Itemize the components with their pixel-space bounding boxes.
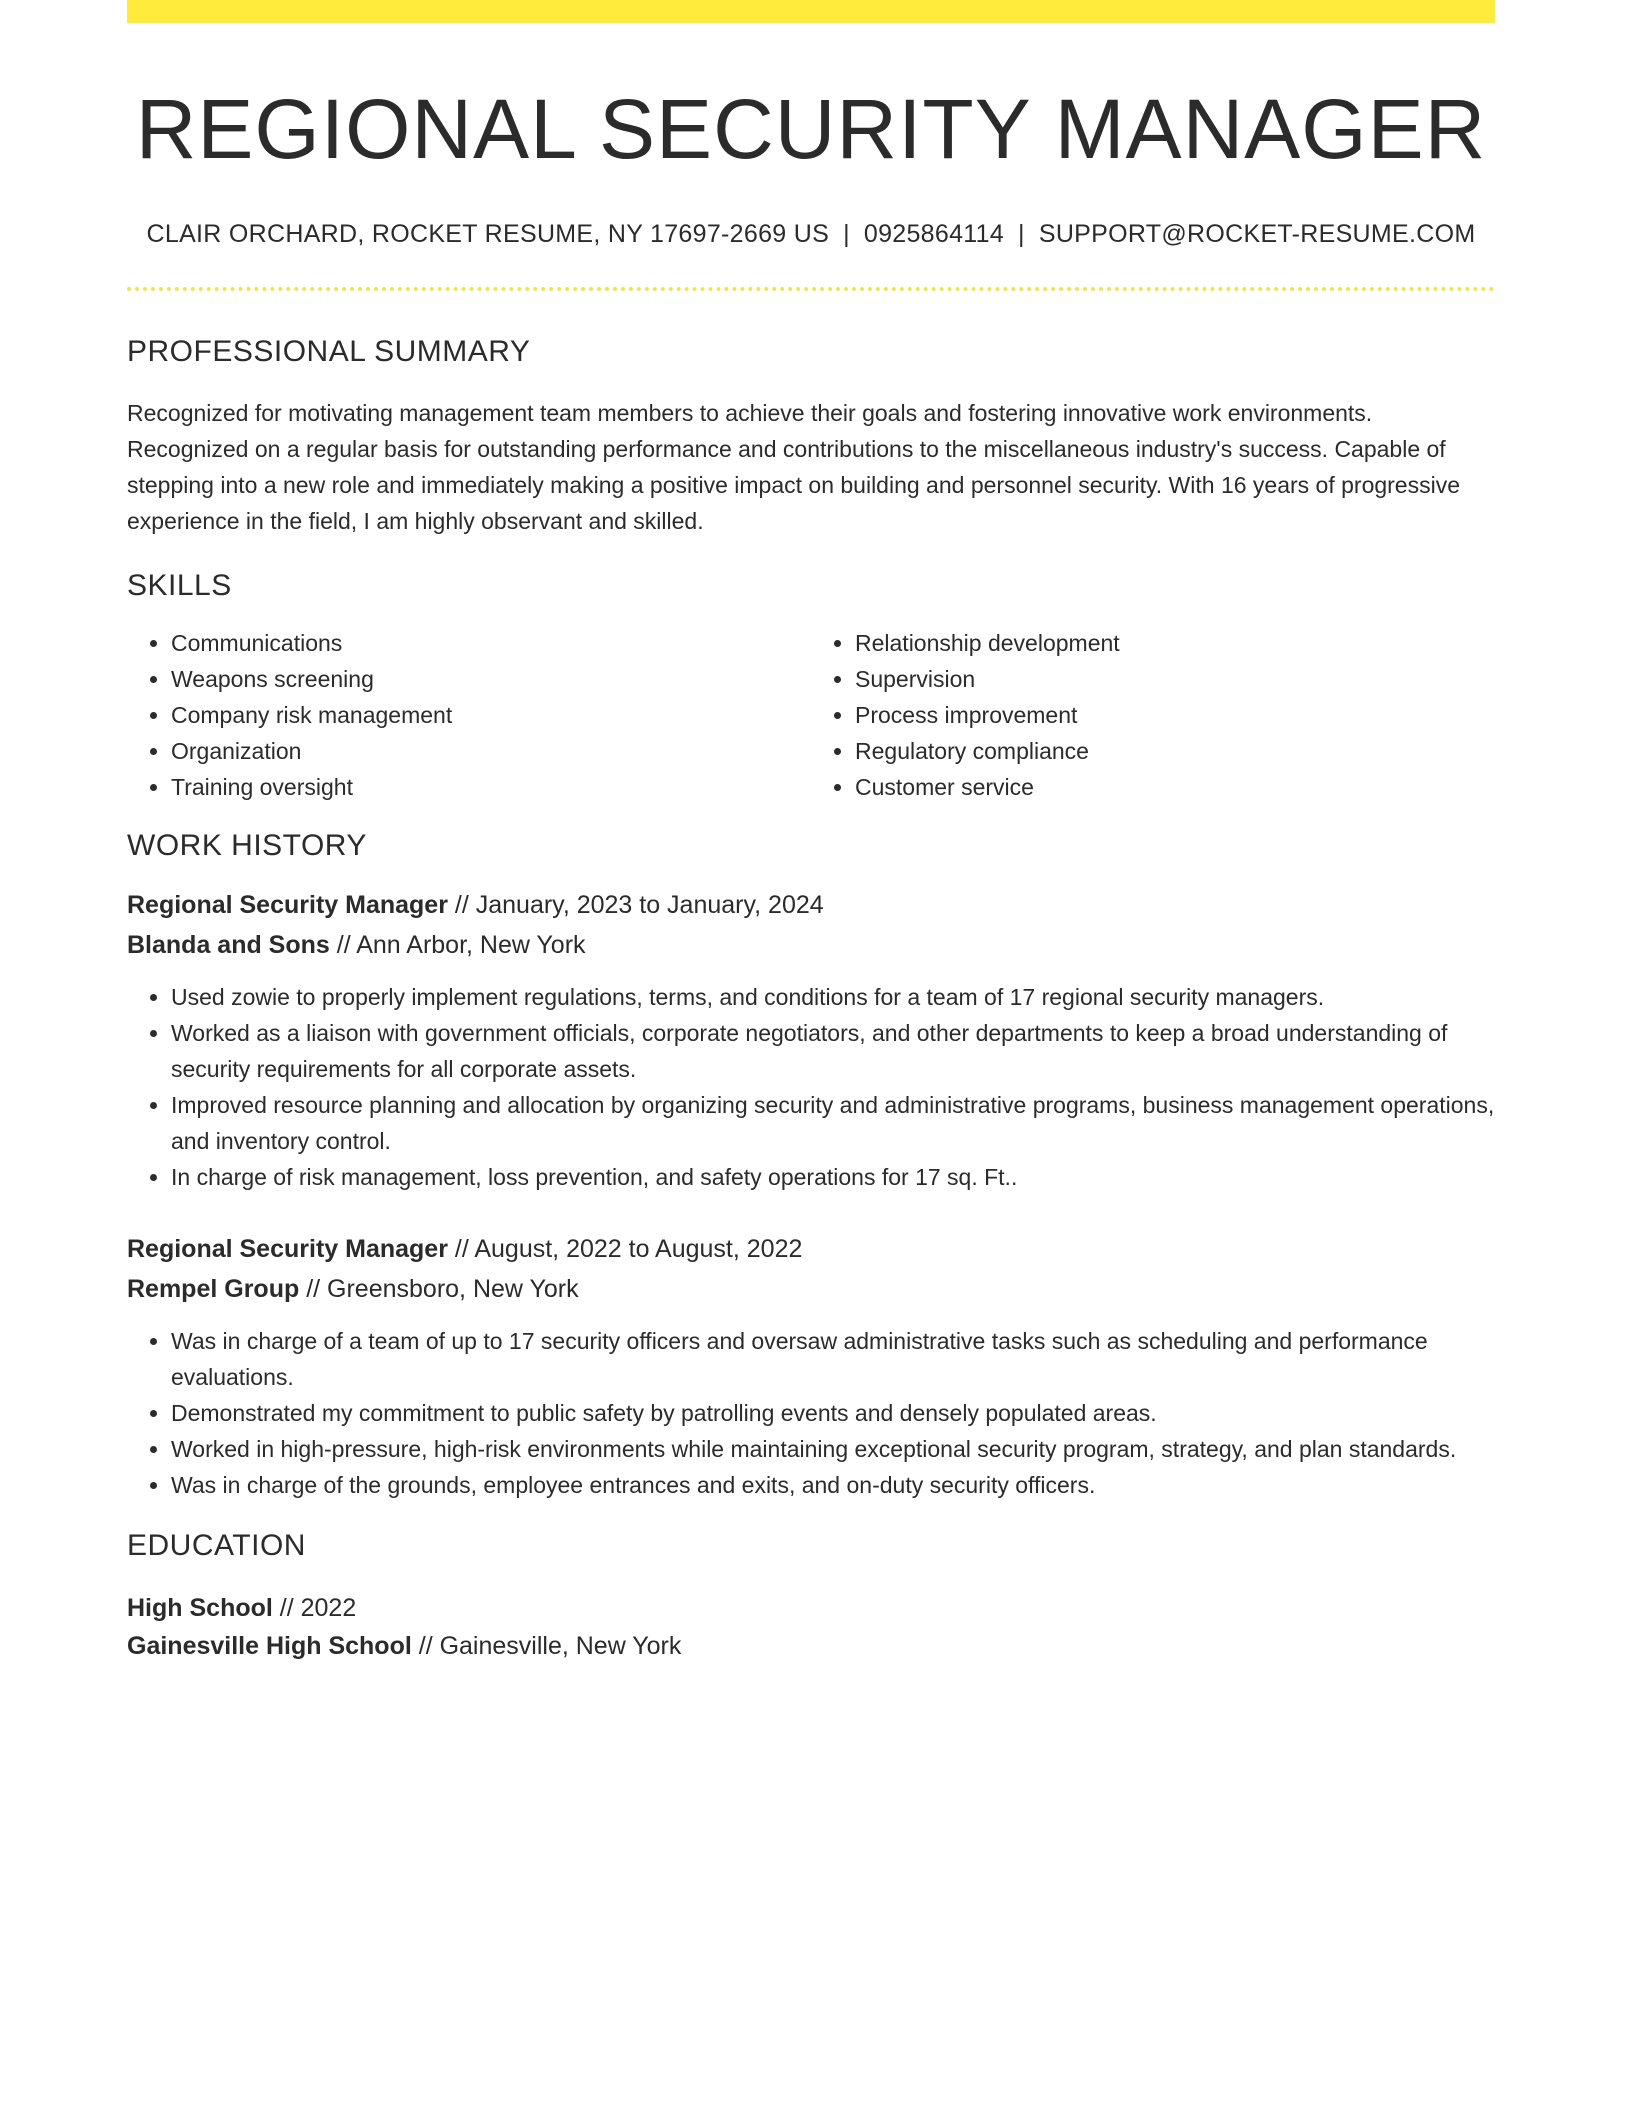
skill-item: • Regulatory compliance: [855, 733, 1495, 769]
skill-item: • Customer service: [855, 769, 1495, 805]
job-company: Rempel Group: [127, 1274, 300, 1303]
education-heading: EDUCATION: [127, 1528, 306, 1562]
education-degree-line: [127, 1589, 1495, 1627]
job-title-line: [127, 1229, 1495, 1269]
job-bullet: • In charge of risk management, loss prevention, and safety operations for 17 sq. Ft..: [171, 1159, 1495, 1195]
job-company: Blanda and Sons: [127, 930, 330, 959]
education-degree: High School: [127, 1593, 273, 1622]
skill-item: • Communications: [171, 625, 811, 661]
summary-text: Recognized for motivating management team members to achieve their goals and fostering innovative work environments. Recognized on a regular basis for outstanding performance and contributions to the miscellaneous industry's success. Capable of stepping into a new role and immediately making a positive impact on building and personnel security. With 16 years of progressive experience in the field, I am highly observant and skilled.: [127, 399, 1461, 534]
skill-item: • Relationship development: [855, 625, 1495, 661]
skill-item: • Supervision: [855, 661, 1495, 697]
contact-line: [127, 220, 1495, 249]
contact-address: CLAIR ORCHARD, ROCKET RESUME, NY 17697-2669 US: [146, 219, 830, 248]
skill-item: • Training oversight: [171, 769, 811, 805]
accent-top-bar: [127, 0, 1495, 23]
resume-title: REGIONAL SECURITY MANAGER: [135, 82, 1487, 176]
education-year: // 2022: [279, 1593, 357, 1622]
job-bullets: [127, 1323, 1495, 1503]
skill-item: • Process improvement: [855, 697, 1495, 733]
job-bullet: • Used zowie to properly implement regulations, terms, and conditions for a team of 17 regional security managers.: [171, 979, 1495, 1015]
contact-separator: |: [843, 219, 850, 248]
skills-heading: SKILLS: [127, 568, 232, 602]
summary-heading: PROFESSIONAL SUMMARY: [127, 334, 531, 368]
education-location: // Gainesville, New York: [418, 1631, 682, 1660]
job-company-line: [127, 1269, 1495, 1309]
job-location: // Ann Arbor, New York: [336, 930, 586, 959]
skills-right-column: [811, 625, 1495, 805]
skill-item: • Company risk management: [171, 697, 811, 733]
resume-page: [127, 0, 1495, 1665]
skills-left-column: [127, 625, 811, 805]
job-dates: // August, 2022 to August, 2022: [454, 1234, 803, 1263]
job-bullet: • Demonstrated my commitment to public safety by patrolling events and densely populated areas.: [171, 1395, 1495, 1431]
skills-grid: [127, 625, 1495, 805]
job-entry: [127, 885, 1495, 1195]
skill-item: • Organization: [171, 733, 811, 769]
job-bullet: • Improved resource planning and allocation by organizing security and administrative programs, business management operations, and inventory control.: [171, 1087, 1495, 1159]
summary-section: [127, 335, 1495, 539]
skills-section: [127, 569, 1495, 805]
job-title: Regional Security Manager: [127, 890, 448, 919]
job-bullet: • Worked in high-pressure, high-risk environments while maintaining exceptional security program, strategy, and plan standards.: [171, 1431, 1495, 1467]
job-location: // Greensboro, New York: [306, 1274, 579, 1303]
education-school-line: [127, 1627, 1495, 1665]
contact-email: SUPPORT@ROCKET-RESUME.COM: [1038, 219, 1476, 248]
dotted-divider: [127, 287, 1495, 291]
job-bullet: • Was in charge of the grounds, employee entrances and exits, and on-duty security officers.: [171, 1467, 1495, 1503]
education-school: Gainesville High School: [127, 1631, 412, 1660]
job-company-line: [127, 925, 1495, 965]
contact-separator: |: [1018, 219, 1025, 248]
work-history-heading: WORK HISTORY: [127, 828, 367, 862]
job-title: Regional Security Manager: [127, 1234, 448, 1263]
job-bullet: • Was in charge of a team of up to 17 security officers and oversaw administrative tasks such as scheduling and performance evaluations.: [171, 1323, 1495, 1395]
contact-phone: 0925864114: [863, 219, 1005, 248]
job-title-line: [127, 885, 1495, 925]
job-entry: [127, 1229, 1495, 1503]
job-bullets: [127, 979, 1495, 1195]
education-section: [127, 1529, 1495, 1665]
job-bullet: • Worked as a liaison with government officials, corporate negotiators, and other departments to keep a broad understanding of security requirements for all corporate assets.: [171, 1015, 1495, 1087]
skill-item: • Weapons screening: [171, 661, 811, 697]
work-history-section: [127, 829, 1495, 1503]
job-dates: // January, 2023 to January, 2024: [454, 890, 824, 919]
